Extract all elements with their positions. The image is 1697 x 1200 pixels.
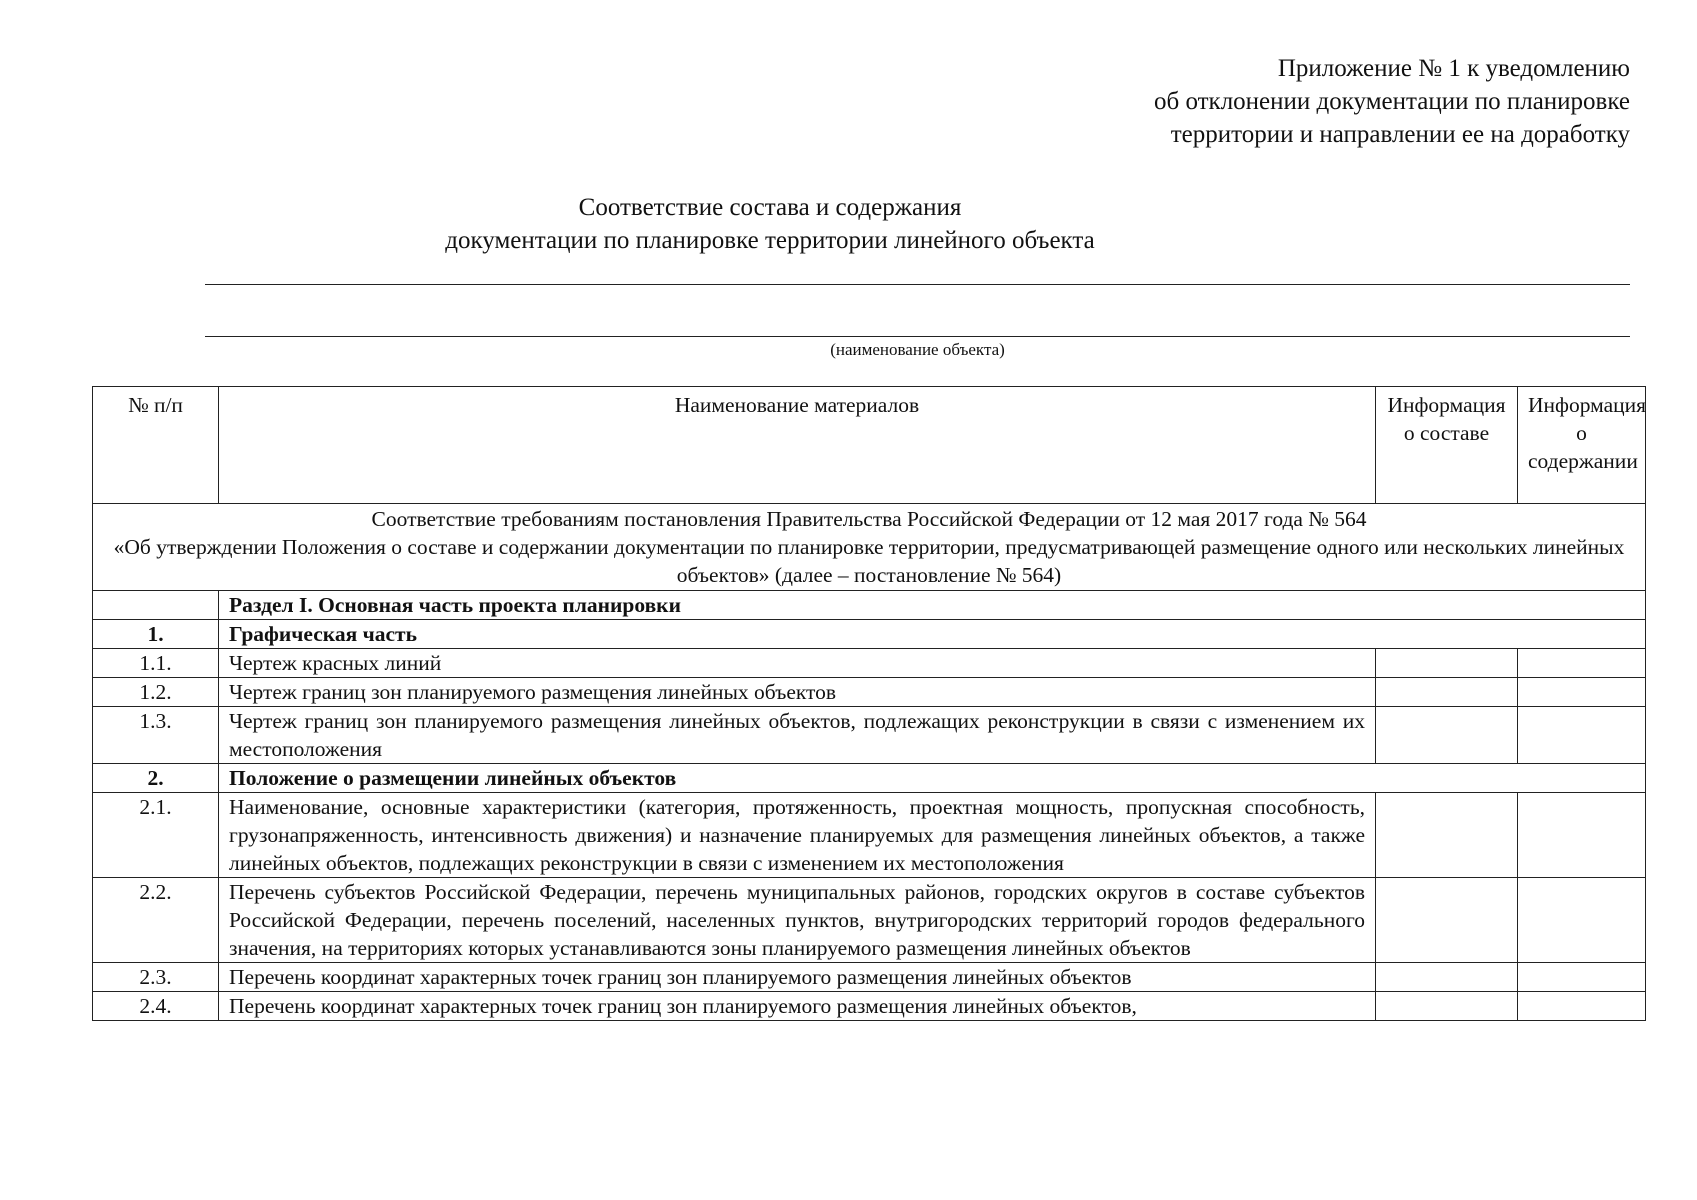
merged-requirement-row [93, 504, 1646, 591]
table-row [93, 963, 1646, 992]
object-name-line-1 [205, 284, 1630, 285]
row-info-composition-cell [1376, 992, 1518, 1021]
table-row [93, 793, 1646, 878]
row-info-content-cell [1518, 707, 1646, 764]
row-number: 1. [93, 620, 219, 649]
row-number: 2.3. [93, 963, 219, 992]
materials-table [92, 386, 1646, 1021]
header-info-composition: Информация о составе [1376, 387, 1518, 504]
row-material-name: Чертеж границ зон планируемого размещения линейных объектов, подлежащих реконструкции в связи с изменением их местоположения [219, 707, 1376, 764]
row-info-composition-cell [1376, 793, 1518, 878]
table-row [93, 992, 1646, 1021]
row-number: 1.2. [93, 678, 219, 707]
row-material-name: Перечень координат характерных точек границ зон планируемого размещения линейных объектов [219, 963, 1376, 992]
row-info-content-cell [1518, 678, 1646, 707]
header-info-content: Информация о содержании [1518, 387, 1646, 504]
table-row [93, 707, 1646, 764]
document-title [380, 191, 1160, 257]
row-number: 2. [93, 764, 219, 793]
header-name: Наименование материалов [219, 387, 1376, 504]
table-row [93, 620, 1646, 649]
object-name-line-2 [205, 336, 1630, 337]
object-name-caption: (наименование объекта) [830, 340, 1005, 359]
appendix-header [1154, 52, 1630, 151]
table-row [93, 878, 1646, 963]
requirement-line-2: «Об утверждении Положения о составе и содержании документации по планировке территории, предусматривающей размещение одного или нескольких линейных объектов» (далее – постановление № 564) [113, 535, 1625, 587]
row-number: 1.3. [93, 707, 219, 764]
requirement-line-1: Соответствие требованиям постановления Правительства Российской Федерации от 12 мая 2017 года № 564 [371, 507, 1367, 531]
row-material-name: Чертеж границ зон планируемого размещения линейных объектов [219, 678, 1376, 707]
row-material-name: Чертеж красных линий [219, 649, 1376, 678]
row-info-content-cell [1518, 793, 1646, 878]
section-num-cell [93, 591, 219, 620]
row-info-content-cell [1518, 963, 1646, 992]
row-info-composition-cell [1376, 707, 1518, 764]
row-material-name: Графическая часть [219, 620, 1646, 649]
section-title: Раздел I. Основная часть проекта планировки [219, 591, 1646, 620]
row-material-name: Перечень субъектов Российской Федерации, перечень муниципальных районов, городских округов в составе субъектов Российской Федерации, перечень поселений, населенных пунктов, внутригородских территорий городов федерального значения, на территориях которых устанавливаются зоны планируемого размещения линейных объектов [219, 878, 1376, 963]
header-num: № п/п [93, 387, 219, 504]
table-row [93, 764, 1646, 793]
appendix-line-2: об отклонении документации по планировке [1153, 88, 1630, 115]
row-number: 2.1. [93, 793, 219, 878]
row-material-name: Перечень координат характерных точек границ зон планируемого размещения линейных объектов, [219, 992, 1376, 1021]
row-number: 1.1. [93, 649, 219, 678]
requirement-cell [93, 504, 1646, 591]
row-number: 2.2. [93, 878, 219, 963]
row-material-name: Наименование, основные характеристики (категория, протяженность, проектная мощность, пропускная способность, грузонапряженность, интенсивность движения) и назначение планируемых для размещения линейных объектов, а также линейных объектов, подлежащих реконструкции в связи с изменением их местоположения [219, 793, 1376, 878]
row-info-composition-cell [1376, 963, 1518, 992]
row-info-composition-cell [1376, 878, 1518, 963]
row-info-content-cell [1518, 878, 1646, 963]
row-info-composition-cell [1376, 649, 1518, 678]
title-line-1: Соответствие состава и содержания [578, 194, 962, 221]
table-header-row [93, 387, 1646, 504]
row-info-content-cell [1518, 649, 1646, 678]
appendix-line-3: территории и направлении ее на доработку [1170, 121, 1630, 148]
table-row [93, 649, 1646, 678]
appendix-line-1: Приложение № 1 к уведомлению [1277, 55, 1630, 82]
section-row [93, 591, 1646, 620]
title-line-2: документации по планировке территории линейного объекта [445, 227, 1095, 254]
row-number: 2.4. [93, 992, 219, 1021]
table-row [93, 678, 1646, 707]
row-info-composition-cell [1376, 678, 1518, 707]
row-material-name: Положение о размещении линейных объектов [219, 764, 1646, 793]
row-info-content-cell [1518, 992, 1646, 1021]
